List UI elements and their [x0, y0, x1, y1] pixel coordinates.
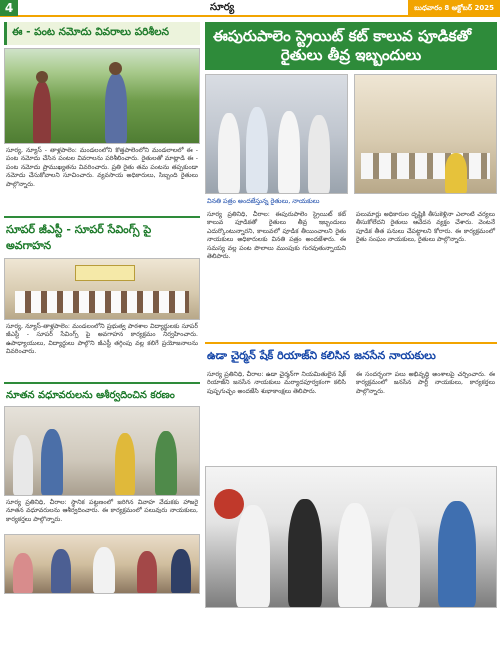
- person-figure: [33, 81, 51, 143]
- story-headline: నూతన వధూవరులను ఆశీర్వదించిన కరణం: [6, 390, 175, 401]
- party-logo: [214, 489, 244, 519]
- page-number: 4: [0, 0, 18, 16]
- story-body: సూర్య ప్రతినిధి, చీరాల: స్థానిక పట్టణంలో జరిగిన వివాహ వేడుకకు హాజరై నూతన వధూవరులను ఆశీర్వదించారు. ఈ కార్యక్రమంలో పలువురు నాయకులు, కార్యకర్తలు పాల్గొన్నారు.: [6, 499, 198, 523]
- lead-headline-line1: ఈపురుపాలెం స్ట్రెయిట్ కట్ కాలువ పూడికతో: [213, 27, 472, 45]
- lead-photo-caption: వినతి పత్రం అందజేస్తున్న రైతులు, నాయకులు: [207, 197, 320, 205]
- lead-photo-hall: [354, 74, 497, 194]
- lead-body: [205, 208, 497, 340]
- story2-body-left: సూర్య ప్రతినిధి, చీరాల: ఉడా చైర్మన్‌గా నియమితులైన షేక్ రియాజ్‌ని జనసేన నాయకులు మర్యాదపూర్వకంగా కలిసి పుష్పగుచ్ఛం అందజేసి శుభాకాంక్షలు తెలిపారు.: [207, 371, 346, 395]
- banner: [75, 265, 135, 281]
- person-figure: [105, 73, 127, 143]
- story-photo-field: [4, 48, 200, 144]
- story2-body-right: ఈ సందర్భంగా పలు అభివృద్ధి అంశాలపై చర్చించారు. ఈ కార్యక్రమంలో జనసేన పార్టీ నాయకులు, కార్యకర్తలు పాల్గొన్నారు.: [356, 371, 495, 395]
- lead-headline: [205, 22, 497, 70]
- story-photo-office: [4, 406, 200, 496]
- lead-body-left: సూర్య ప్రతినిధి, చీరాల: ఈపురుపాలెం స్ట్రెయిట్ కట్ కాలువ పూడికతో రైతులు తీవ్ర ఇబ్బందులు ఎదుర్కొంటున్నారని, కాలువలో పూడిక తీయించాలని రైతు నాయకులు అధికారులకు వినతి పత్రం అందజేశారు. ఈ సమస్య వల్ల పంట పొలాలు ముంపుకు గురవుతున్నాయని తెలిపారు.: [207, 211, 346, 261]
- story-e-crop: [4, 22, 200, 214]
- story-photo-classroom: [4, 258, 200, 320]
- dateline: బుధవారం 8 అక్టోబర్ 2025: [408, 0, 500, 16]
- right-column: [205, 22, 497, 644]
- story2-body: [205, 368, 497, 464]
- story-body: సూర్య, న్యూస్ - తాళ్లపాలెం: మండలంలోని కొత్తపాలెంలోని మండలాలలో ఈ - పంట నమోదు చేసిన పంటల వివరాలను పరిశీలించారు. రైతులతో మాట్లాడి ఈ - పంట నమోదు ప్రాముఖ్యతను వివరించారు. ప్రతి రైతు తమ పంటను తప్పకుండా నమోదు చేసుకోవాలని సూచించారు. వ్యవసాయ అధికారులు, సిబ్బంది రైతులు పాల్గొన్నారు.: [6, 147, 198, 188]
- story-body: సూర్య, న్యూస్-తాళ్లపాలెం: మండలంలోని ప్రభుత్వ పాఠశాల విద్యార్థులకు సూపర్ జీఎస్టీ - సూపర్ సేవింగ్స్ పై అవగాహన కార్యక్రమం నిర్వహించారు. ఉపాధ్యాయులు, విద్యార్థులు పాల్గొని జీఎస్టీ తగ్గింపు వల్ల కలిగే ప్రయోజనాలను వివరించారు.: [6, 323, 198, 356]
- lead-body-right: పలుమార్లు అధికారుల దృష్టికి తీసుకెళ్లినా ఎలాంటి చర్యలు తీసుకోలేదని రైతులు ఆవేదన వ్యక్తం చేశారు. వెంటనే పూడిక తీత పనులు చేపట్టాలని కోరారు. ఈ కార్యక్రమంలో రైతు సంఘం నాయకులు, రైతులు పాల్గొన్నారు.: [356, 211, 495, 244]
- lead-photos: [205, 74, 497, 194]
- story2-photo-group: [205, 466, 497, 608]
- divider: [4, 216, 200, 218]
- story-photo-group: [4, 534, 200, 594]
- story-headline: ఈ - పంట నమోదు వివరాలు పరిశీలన: [4, 22, 200, 45]
- story-wedding: [4, 386, 200, 594]
- divider: [4, 382, 200, 384]
- left-column: [4, 22, 200, 644]
- story-headline: సూపర్ జీఎస్టీ - సూపర్ సేవింగ్స్ పై అవగాహన: [6, 223, 152, 252]
- story-headline: ఉడా చైర్మన్ షేక్ రియాజ్‌ని కలిసిన జనసేన నాయకులు: [207, 349, 436, 362]
- lead-photo-petition: [205, 74, 348, 194]
- lead-headline-line2: రైతులు తీవ్ర ఇబ్బందులు: [280, 46, 422, 64]
- page-header-bar: [0, 0, 500, 17]
- story-gst: [4, 220, 200, 380]
- masthead: సూర్య: [210, 2, 235, 13]
- divider: [205, 342, 497, 344]
